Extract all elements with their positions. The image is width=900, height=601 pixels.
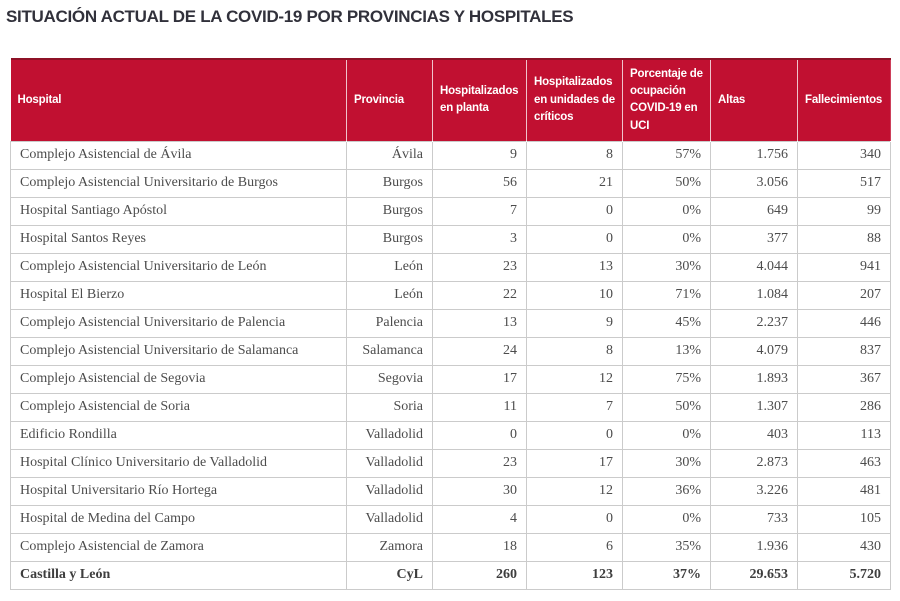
- cell-fallecimientos: 463: [798, 449, 891, 477]
- cell-ocupacion-uci: 50%: [623, 169, 711, 197]
- cell-fallecimientos: 88: [798, 225, 891, 253]
- cell-ocupacion-uci: 36%: [623, 477, 711, 505]
- table-row: [11, 449, 891, 477]
- cell-ocupacion-uci: 50%: [623, 393, 711, 421]
- table-row: [11, 337, 891, 365]
- cell-hospital: Complejo Asistencial Universitario de Burgos: [11, 169, 347, 197]
- cell-hospital: Complejo Asistencial de Zamora: [11, 533, 347, 561]
- cell-altas: 1.307: [711, 393, 798, 421]
- cell-hospitalizados-planta: 24: [433, 337, 527, 365]
- cell-hospitalizados-criticos: 21: [527, 169, 623, 197]
- cell-hospitalizados-criticos: 12: [527, 365, 623, 393]
- table-row: [11, 281, 891, 309]
- cell-altas: 1.756: [711, 141, 798, 169]
- cell-hospital: Complejo Asistencial de Segovia: [11, 365, 347, 393]
- cell-hospital: Complejo Asistencial de Soria: [11, 393, 347, 421]
- table-row: [11, 169, 891, 197]
- cell-hospitalizados-criticos: 123: [527, 561, 623, 589]
- cell-hospitalizados-planta: 4: [433, 505, 527, 533]
- table-row: [11, 197, 891, 225]
- cell-provincia: Burgos: [347, 197, 433, 225]
- page-title: SITUACIÓN ACTUAL DE LA COVID-19 POR PROVINCIAS Y HOSPITALES: [6, 7, 574, 26]
- cell-hospitalizados-criticos: 0: [527, 421, 623, 449]
- cell-altas: 377: [711, 225, 798, 253]
- cell-ocupacion-uci: 13%: [623, 337, 711, 365]
- column-header-hospitalizados-planta: Hospitalizados en planta: [433, 59, 527, 141]
- cell-hospital: Hospital de Medina del Campo: [11, 505, 347, 533]
- total-row: [11, 561, 891, 589]
- cell-hospital: Complejo Asistencial Universitario de Salamanca: [11, 337, 347, 365]
- cell-altas: 733: [711, 505, 798, 533]
- table-row: [11, 393, 891, 421]
- cell-hospitalizados-criticos: 8: [527, 141, 623, 169]
- cell-fallecimientos: 5.720: [798, 561, 891, 589]
- cell-ocupacion-uci: 0%: [623, 421, 711, 449]
- cell-fallecimientos: 113: [798, 421, 891, 449]
- cell-hospitalizados-criticos: 9: [527, 309, 623, 337]
- cell-fallecimientos: 446: [798, 309, 891, 337]
- header-row: [11, 59, 891, 141]
- table-row: [11, 309, 891, 337]
- cell-ocupacion-uci: 0%: [623, 197, 711, 225]
- cell-provincia: Burgos: [347, 225, 433, 253]
- column-header-hospitalizados-criticos: Hospitalizados en unidades de críticos: [527, 59, 623, 141]
- cell-hospital: Castilla y León: [11, 561, 347, 589]
- column-header-ocupacion-uci: Porcentaje de ocupación COVID-19 en UCI: [623, 59, 711, 141]
- cell-ocupacion-uci: 0%: [623, 505, 711, 533]
- cell-ocupacion-uci: 30%: [623, 253, 711, 281]
- cell-altas: 2.237: [711, 309, 798, 337]
- table-body: [11, 141, 891, 589]
- column-header-fallecimientos: Fallecimientos: [798, 59, 891, 141]
- cell-altas: 1.084: [711, 281, 798, 309]
- cell-hospitalizados-criticos: 0: [527, 225, 623, 253]
- cell-hospitalizados-planta: 17: [433, 365, 527, 393]
- cell-provincia: Valladolid: [347, 505, 433, 533]
- cell-hospital: Hospital Universitario Río Hortega: [11, 477, 347, 505]
- table-row: [11, 225, 891, 253]
- cell-hospitalizados-criticos: 0: [527, 505, 623, 533]
- cell-provincia: Salamanca: [347, 337, 433, 365]
- cell-fallecimientos: 481: [798, 477, 891, 505]
- cell-hospitalizados-planta: 56: [433, 169, 527, 197]
- table-row: [11, 477, 891, 505]
- cell-altas: 403: [711, 421, 798, 449]
- cell-altas: 4.044: [711, 253, 798, 281]
- cell-ocupacion-uci: 30%: [623, 449, 711, 477]
- cell-hospitalizados-criticos: 7: [527, 393, 623, 421]
- cell-hospital: Edificio Rondilla: [11, 421, 347, 449]
- cell-ocupacion-uci: 71%: [623, 281, 711, 309]
- cell-hospitalizados-criticos: 13: [527, 253, 623, 281]
- cell-altas: 29.653: [711, 561, 798, 589]
- cell-provincia: Valladolid: [347, 421, 433, 449]
- cell-fallecimientos: 286: [798, 393, 891, 421]
- cell-ocupacion-uci: 45%: [623, 309, 711, 337]
- cell-ocupacion-uci: 35%: [623, 533, 711, 561]
- cell-ocupacion-uci: 57%: [623, 141, 711, 169]
- cell-provincia: Segovia: [347, 365, 433, 393]
- cell-fallecimientos: 105: [798, 505, 891, 533]
- cell-hospitalizados-criticos: 0: [527, 197, 623, 225]
- cell-hospital: Complejo Asistencial Universitario de Palencia: [11, 309, 347, 337]
- cell-fallecimientos: 837: [798, 337, 891, 365]
- cell-hospitalizados-planta: 23: [433, 449, 527, 477]
- table-row: [11, 253, 891, 281]
- cell-hospital: Hospital Santiago Apóstol: [11, 197, 347, 225]
- cell-hospitalizados-planta: 9: [433, 141, 527, 169]
- cell-hospitalizados-planta: 0: [433, 421, 527, 449]
- cell-hospital: Complejo Asistencial Universitario de León: [11, 253, 347, 281]
- cell-altas: 1.936: [711, 533, 798, 561]
- cell-hospitalizados-criticos: 12: [527, 477, 623, 505]
- table-row: [11, 505, 891, 533]
- cell-altas: 2.873: [711, 449, 798, 477]
- table-header: [11, 59, 891, 141]
- cell-ocupacion-uci: 0%: [623, 225, 711, 253]
- cell-altas: 3.226: [711, 477, 798, 505]
- cell-ocupacion-uci: 75%: [623, 365, 711, 393]
- table-row: [11, 365, 891, 393]
- cell-altas: 4.079: [711, 337, 798, 365]
- cell-hospitalizados-planta: 18: [433, 533, 527, 561]
- cell-hospitalizados-planta: 11: [433, 393, 527, 421]
- cell-fallecimientos: 99: [798, 197, 891, 225]
- cell-hospitalizados-criticos: 8: [527, 337, 623, 365]
- table-row: [11, 421, 891, 449]
- cell-provincia: Zamora: [347, 533, 433, 561]
- cell-hospitalizados-planta: 260: [433, 561, 527, 589]
- cell-fallecimientos: 207: [798, 281, 891, 309]
- cell-provincia: Burgos: [347, 169, 433, 197]
- cell-provincia: Ávila: [347, 141, 433, 169]
- cell-hospital: Hospital El Bierzo: [11, 281, 347, 309]
- cell-fallecimientos: 517: [798, 169, 891, 197]
- cell-hospitalizados-planta: 13: [433, 309, 527, 337]
- cell-hospitalizados-planta: 30: [433, 477, 527, 505]
- cell-hospitalizados-planta: 7: [433, 197, 527, 225]
- cell-hospital: Hospital Santos Reyes: [11, 225, 347, 253]
- cell-provincia: Valladolid: [347, 477, 433, 505]
- cell-fallecimientos: 367: [798, 365, 891, 393]
- cell-fallecimientos: 430: [798, 533, 891, 561]
- cell-ocupacion-uci: 37%: [623, 561, 711, 589]
- cell-hospitalizados-criticos: 6: [527, 533, 623, 561]
- column-header-provincia: Provincia: [347, 59, 433, 141]
- column-header-hospital: Hospital: [11, 59, 347, 141]
- cell-provincia: Soria: [347, 393, 433, 421]
- cell-hospitalizados-planta: 22: [433, 281, 527, 309]
- table-row: [11, 533, 891, 561]
- cell-provincia: Palencia: [347, 309, 433, 337]
- cell-provincia: Valladolid: [347, 449, 433, 477]
- cell-provincia: CyL: [347, 561, 433, 589]
- cell-fallecimientos: 941: [798, 253, 891, 281]
- cell-hospitalizados-criticos: 10: [527, 281, 623, 309]
- cell-altas: 649: [711, 197, 798, 225]
- cell-hospital: Complejo Asistencial de Ávila: [11, 141, 347, 169]
- cell-hospitalizados-criticos: 17: [527, 449, 623, 477]
- cell-altas: 3.056: [711, 169, 798, 197]
- cell-provincia: León: [347, 253, 433, 281]
- column-header-altas: Altas: [711, 59, 798, 141]
- cell-hospitalizados-planta: 23: [433, 253, 527, 281]
- cell-hospitalizados-planta: 3: [433, 225, 527, 253]
- cell-altas: 1.893: [711, 365, 798, 393]
- cell-provincia: León: [347, 281, 433, 309]
- covid-table: [10, 58, 891, 590]
- cell-fallecimientos: 340: [798, 141, 891, 169]
- table-row: [11, 141, 891, 169]
- cell-hospital: Hospital Clínico Universitario de Valladolid: [11, 449, 347, 477]
